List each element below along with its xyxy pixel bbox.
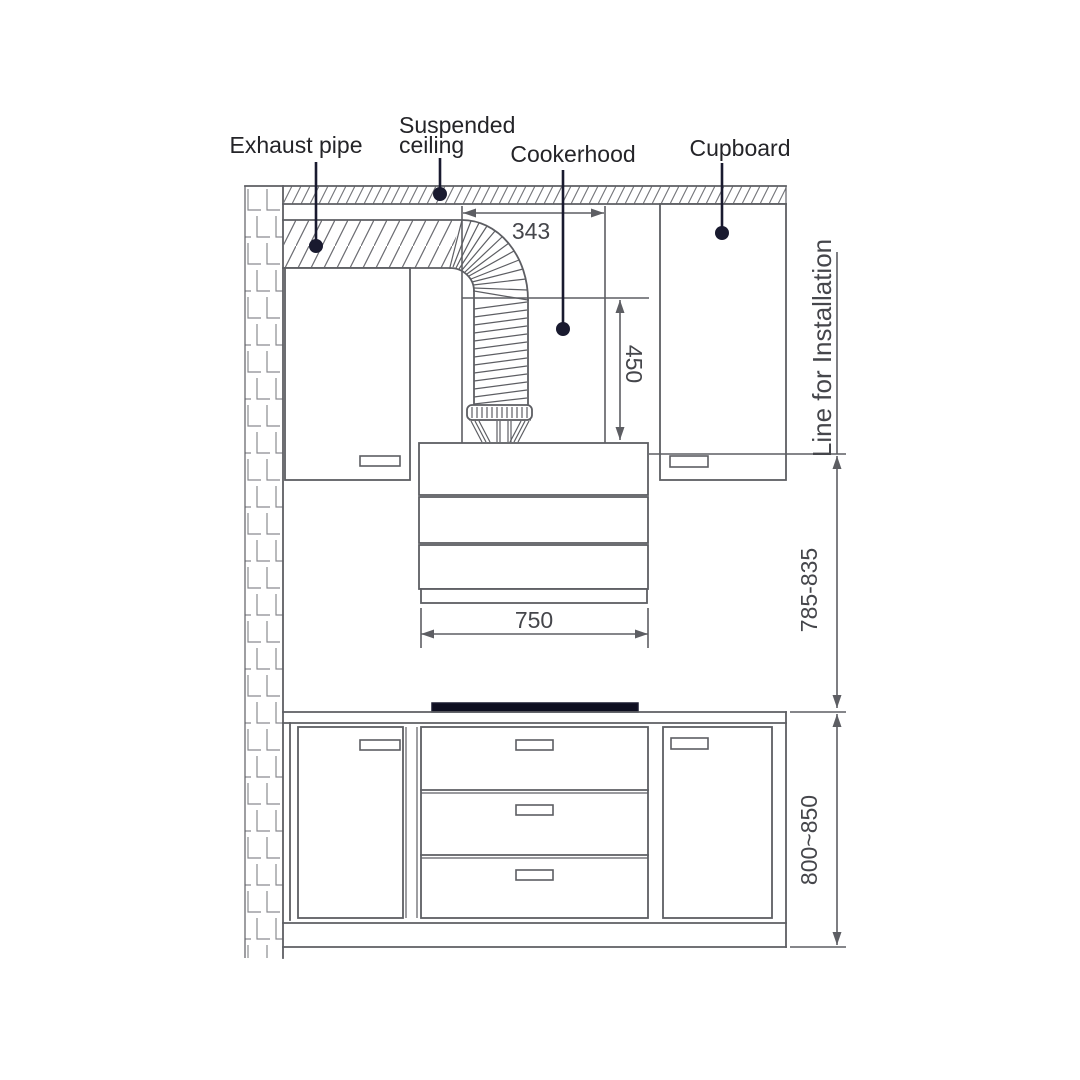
- cabinet-handle: [360, 456, 400, 466]
- dimension-785-835: [790, 456, 846, 712]
- dim-343-value: 343: [511, 218, 551, 244]
- label-ceiling: ceiling: [399, 132, 465, 158]
- cupboard: [660, 204, 786, 480]
- left-wall-cabinet: [285, 268, 410, 480]
- suspended-ceiling: [245, 186, 786, 204]
- door-handle: [671, 738, 708, 749]
- drawer-handle-3: [516, 870, 553, 880]
- install-line-label: Line for Installation: [807, 238, 837, 458]
- dimension-750: [421, 607, 648, 648]
- ceiling-dot: [433, 187, 447, 201]
- base-right-door: [663, 727, 772, 918]
- label-suspended: Suspended: [399, 112, 516, 138]
- duct-flange: [467, 405, 532, 442]
- callout-labels: [230, 112, 791, 167]
- cookerhood-body: [419, 443, 648, 603]
- label-exhaust-pipe: Exhaust pipe: [229, 132, 363, 158]
- door-handle: [360, 740, 400, 750]
- exhaust-pipe-dot: [309, 239, 323, 253]
- duct-ribs: [474, 302, 527, 404]
- label-cookerhood: Cookerhood: [510, 141, 636, 167]
- dim-785-835-value: 785-835: [796, 547, 822, 633]
- hood-section-top: [419, 443, 648, 495]
- exhaust-pipe-vertical: [474, 291, 528, 405]
- drawer-handle-1: [516, 740, 553, 750]
- label-cupboard: Cupboard: [689, 135, 791, 161]
- hood-section-middle: [419, 497, 648, 543]
- base-cabinet: [283, 703, 786, 947]
- dim-450-value: 450: [621, 344, 647, 384]
- base-left-door: [298, 727, 403, 918]
- dim-800-850-value: 800~850: [796, 794, 822, 886]
- flange-legs: [469, 420, 531, 442]
- dim-750-value: 750: [514, 607, 554, 633]
- drawer-handle-2: [516, 805, 553, 815]
- hood-section-lower: [419, 545, 648, 589]
- dimension-800-850: [790, 714, 846, 947]
- cookerhood-dot: [556, 322, 570, 336]
- hood-bottom-strip: [421, 589, 647, 603]
- cupboard-dot: [715, 226, 729, 240]
- cupboard-handle: [670, 456, 708, 467]
- hob: [432, 703, 638, 712]
- drawer-bank: [421, 727, 648, 918]
- brick-wall: [245, 186, 283, 958]
